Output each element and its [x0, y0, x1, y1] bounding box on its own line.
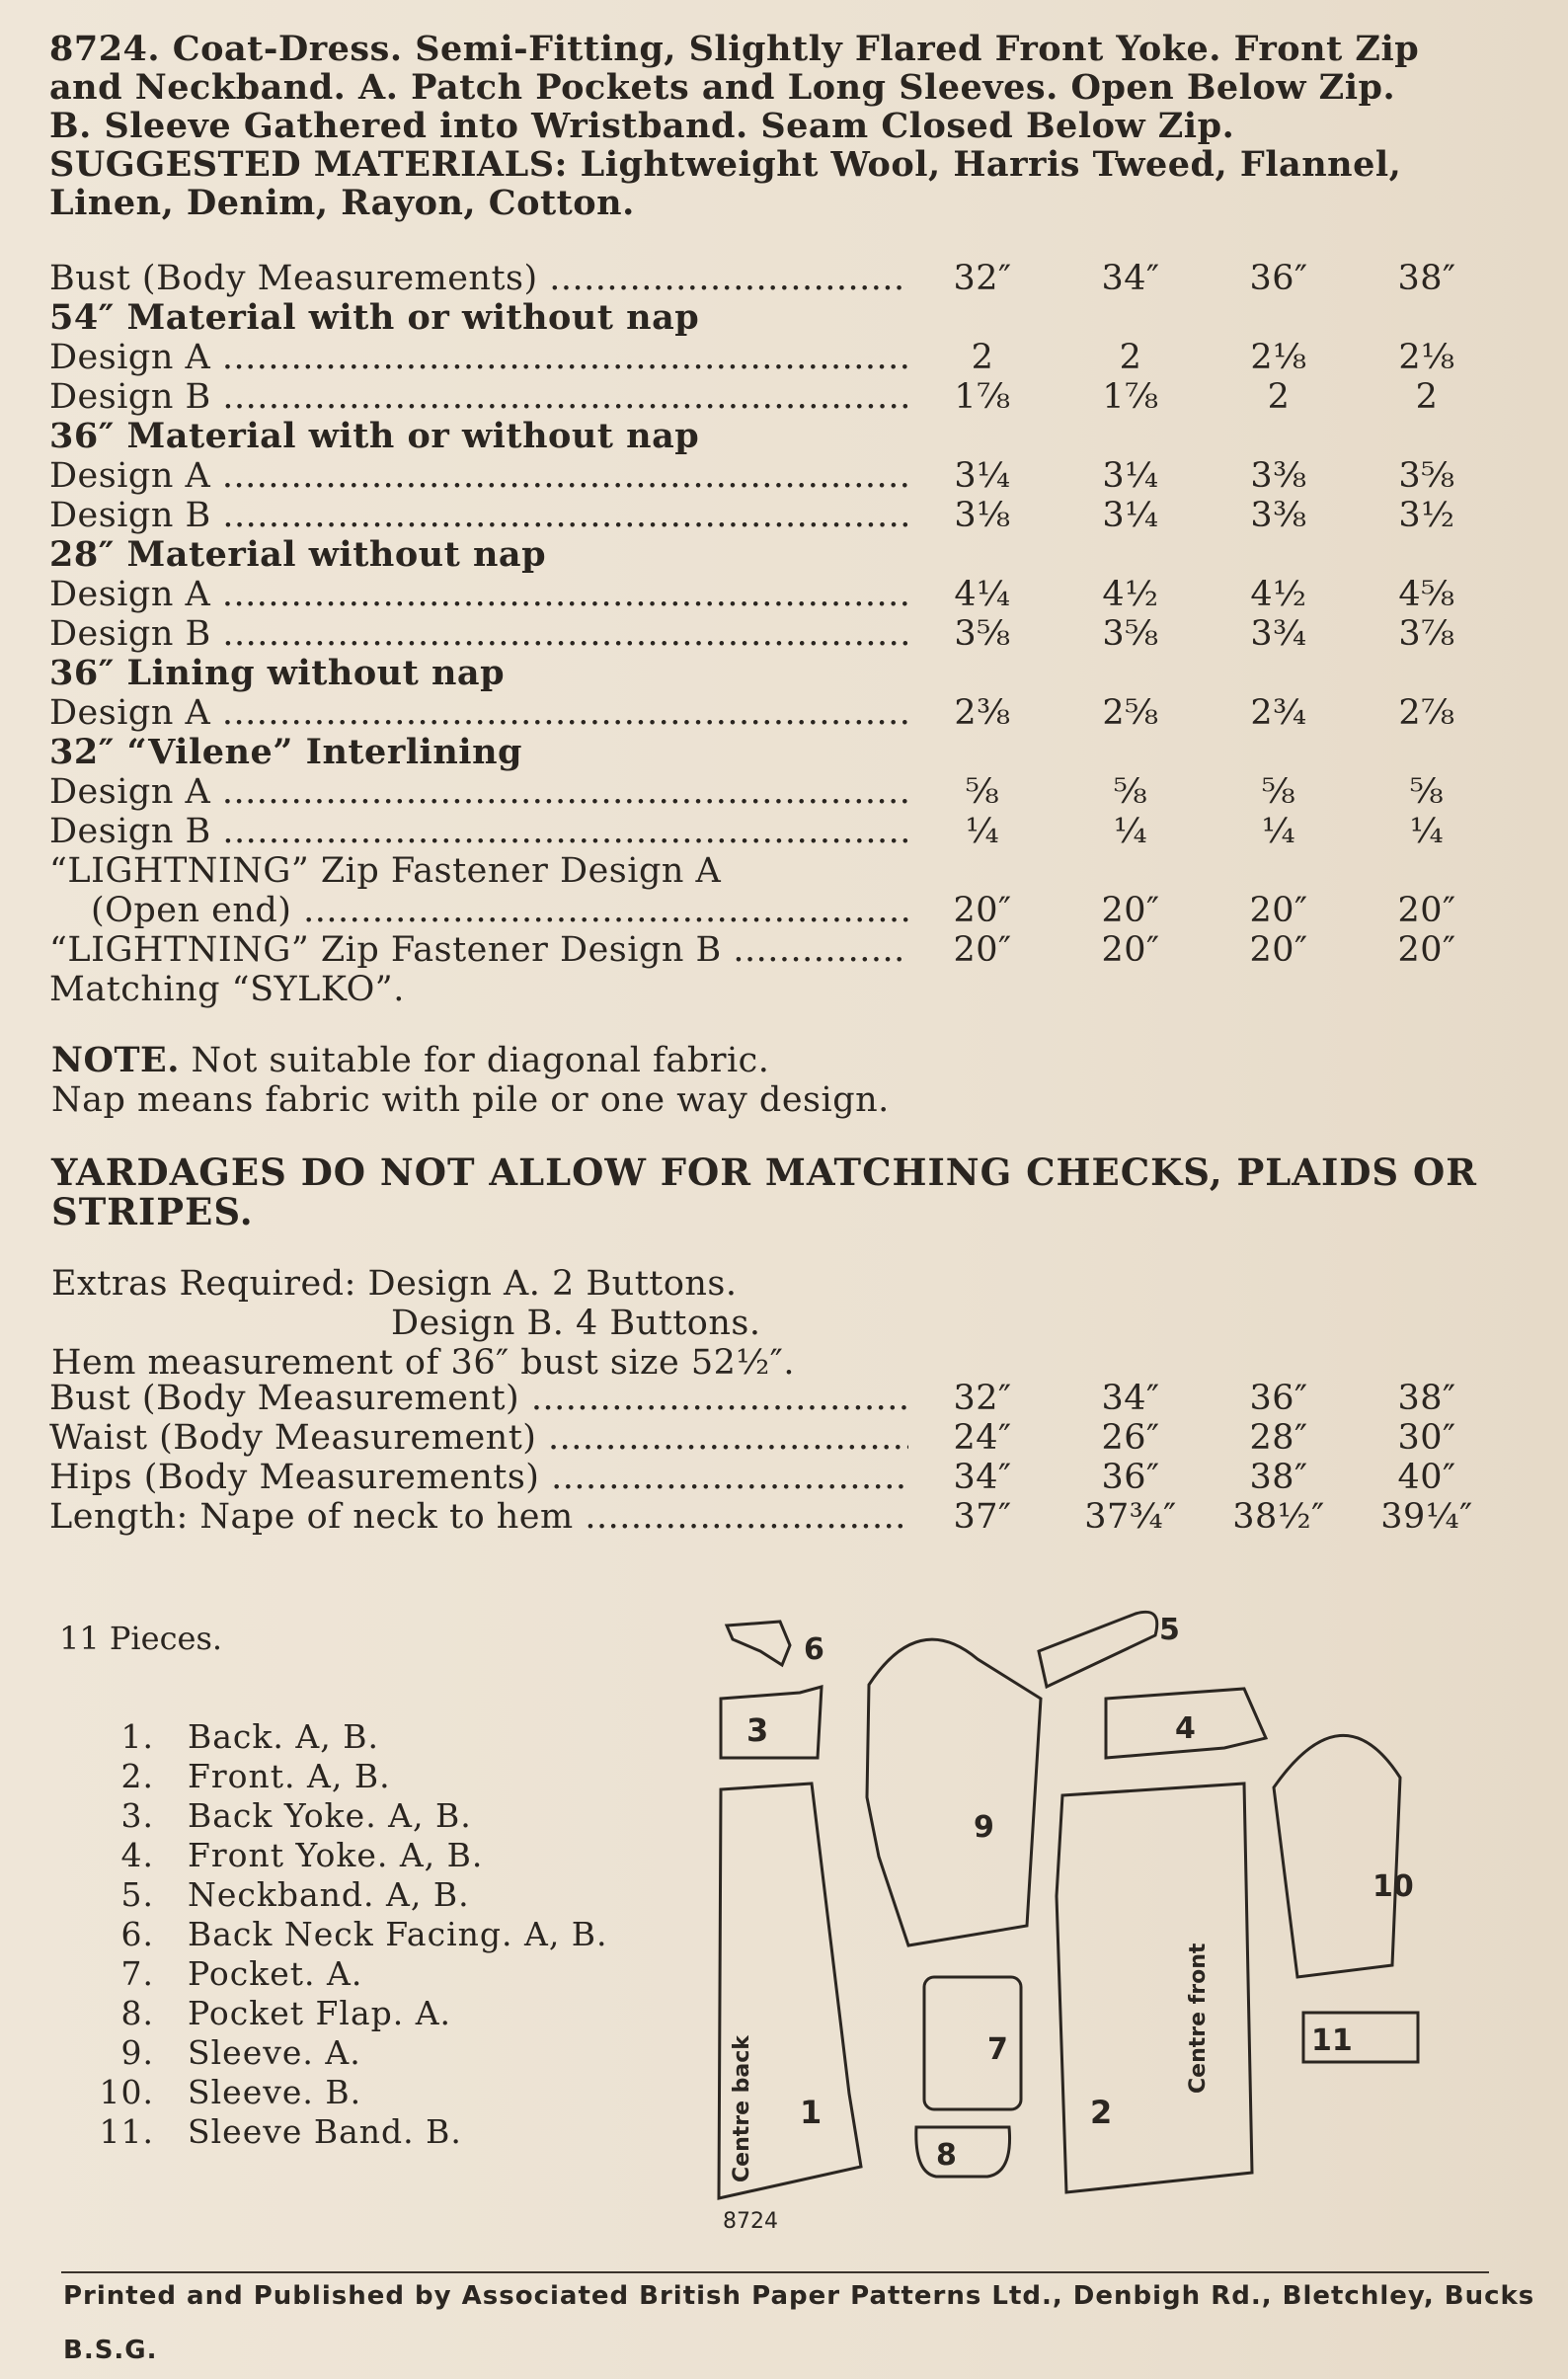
list-item: 10. Sleeve. B.: [99, 2072, 362, 2111]
piece-6-outline: [727, 1622, 790, 1665]
publisher-credit: Printed and Published by Associated British Paper Patterns Ltd., Denbigh Rd., Bletchley, Bucks: [63, 2281, 1535, 2311]
yardage-row: Design A ..... 4¼ 4½ 4½ 4⅝: [49, 575, 1491, 614]
yardage-row: Design A ..... 2 2 2⅛ 2⅛: [49, 338, 1491, 377]
extras-block: [51, 1264, 795, 1383]
piece-11-label: 11: [1311, 2023, 1353, 2058]
zip-b-row: “LIGHTNING” Zip Fastener Design B ..... 20″ 20″ 20″ 20″: [49, 930, 1491, 970]
pattern-number: 8724: [723, 2209, 778, 2234]
piece-6-label: 6: [804, 1632, 824, 1667]
measurement-row: Bust (Body Measurement) ..... 32″ 34″ 36″ 38″: [49, 1379, 1491, 1418]
piece-2-outline: [1057, 1784, 1252, 2192]
yardage-row: Design B ..... 3⅛ 3¼ 3⅜ 3½: [49, 496, 1491, 535]
measurement-row: Hips (Body Measurements) ..... 34″ 36″ 38″ 40″: [49, 1458, 1491, 1497]
piece-10-label: 10: [1372, 1869, 1414, 1904]
material-heading: 28″ Material without nap: [49, 534, 547, 575]
piece-3-outline: [721, 1687, 822, 1758]
material-heading: 36″ Material with or without nap: [49, 416, 700, 456]
list-item: 11. Sleeve Band. B.: [99, 2111, 462, 2151]
note-text: Not suitable for diagonal fabric.: [191, 1041, 770, 1080]
piece-10-outline: [1274, 1735, 1400, 1977]
description-line: 8724. Coat-Dress. Semi-Fitting, Slightly Flared Front Yoke. Front Zip: [49, 29, 1420, 69]
size-32: 32″: [953, 259, 1012, 298]
yardage-row: Design A ..... 3¼ 3¼ 3⅜ 3⅝: [49, 456, 1491, 496]
yardage-row: Design B ..... ¼ ¼ ¼ ¼: [49, 812, 1491, 851]
row-label: Bust (Body Measurements) .....: [49, 259, 908, 298]
extras-line: Design B. 4 Buttons.: [391, 1304, 761, 1343]
zip-a-row: (Open end) ..... 20″ 20″ 20″ 20″: [49, 891, 1491, 930]
note-title: NOTE.: [51, 1040, 180, 1080]
list-item: 3. Back Yoke. A, B.: [120, 1795, 472, 1835]
material-heading: 36″ Lining without nap: [49, 653, 506, 693]
pattern-layout-diagram: [691, 1600, 1481, 2252]
pieces-count: 11 Pieces.: [59, 1620, 223, 1657]
piece-5-label: 5: [1159, 1613, 1180, 1647]
list-item: 7. Pocket. A.: [120, 1953, 363, 1993]
publisher-code: B.S.G.: [63, 2336, 158, 2365]
list-item: 4. Front Yoke. A, B.: [120, 1835, 484, 1874]
suggested-materials-line: Linen, Denim, Rayon, Cotton.: [49, 183, 635, 223]
piece-8-label: 8: [936, 2138, 957, 2173]
yardage-row: Design A ..... 2⅜ 2⅝ 2¾ 2⅞: [49, 693, 1491, 733]
description-line: B. Sleeve Gathered into Wristband. Seam Closed Below Zip.: [49, 106, 1235, 146]
pieces-list: [59, 1716, 608, 2151]
size-34: 34″: [1101, 259, 1160, 298]
yardage-warning: YARDAGES DO NOT ALLOW FOR MATCHING CHECKS, PLAIDS OR STRIPES.: [51, 1150, 1477, 1233]
hem-line: Hem measurement of 36″ bust size 52½″.: [51, 1343, 795, 1383]
zip-a-label-row: “LIGHTNING” Zip Fastener Design A: [49, 851, 722, 891]
list-item: 9. Sleeve. A.: [120, 2032, 361, 2072]
suggested-materials-line: SUGGESTED MATERIALS: Lightweight Wool, Harris Tweed, Flannel,: [49, 144, 1402, 185]
piece-8-outline: [916, 2127, 1010, 2177]
size-36: 36″: [1249, 259, 1308, 298]
piece-7-label: 7: [987, 2032, 1008, 2067]
piece-3-label: 3: [746, 1711, 769, 1749]
centre-front-label: Centre front: [1186, 1943, 1211, 2094]
measurement-row: Length: Nape of neck to hem ..... 37″ 37¾″ 38½″ 39¼″: [49, 1497, 1491, 1537]
yardage-row: Design B ..... 3⅝ 3⅝ 3¾ 3⅞: [49, 614, 1491, 654]
material-heading: 32″ “Vilene” Interlining: [49, 732, 523, 772]
yardage-row: Design A ..... ⅝ ⅝ ⅝ ⅝: [49, 772, 1491, 812]
list-item: 6. Back Neck Facing. A, B.: [120, 1914, 608, 1953]
list-item: 1. Back. A, B.: [120, 1716, 379, 1756]
centre-back-label: Centre back: [730, 2035, 754, 2182]
list-item: 5. Neckband. A, B.: [120, 1874, 470, 1914]
body-measurements-table: [49, 1379, 1491, 1537]
list-item: 2. Front. A, B.: [120, 1756, 391, 1795]
description-line: and Neckband. A. Patch Pockets and Long Sleeves. Open Below Zip.: [49, 67, 1396, 108]
yardage-table: [49, 259, 1491, 1009]
sylko-row: Matching “SYLKO”.: [49, 970, 405, 1009]
piece-1-label: 1: [800, 2094, 823, 2131]
footer-divider: [61, 2271, 1489, 2273]
measurement-row: Waist (Body Measurement) ..... 24″ 26″ 28″ 30″: [49, 1418, 1491, 1458]
list-item: 8. Pocket Flap. A.: [120, 1993, 452, 2032]
size-38: 38″: [1397, 259, 1456, 298]
piece-4-label: 4: [1175, 1711, 1196, 1746]
piece-2-label: 2: [1090, 2094, 1113, 2131]
piece-9-label: 9: [974, 1810, 994, 1845]
bust-header-row: [49, 259, 1491, 298]
note-block: [51, 1041, 890, 1120]
material-heading: 54″ Material with or without nap: [49, 297, 700, 338]
pattern-description: [49, 30, 1491, 222]
yardage-row: Design B ..... 1⅞ 1⅞ 2 2: [49, 377, 1491, 417]
piece-9-outline: [867, 1639, 1041, 1945]
note-text: Nap means fabric with pile or one way design.: [51, 1080, 890, 1120]
piece-5-outline: [1039, 1612, 1157, 1687]
extras-line: Extras Required: Design A. 2 Buttons.: [51, 1264, 738, 1304]
